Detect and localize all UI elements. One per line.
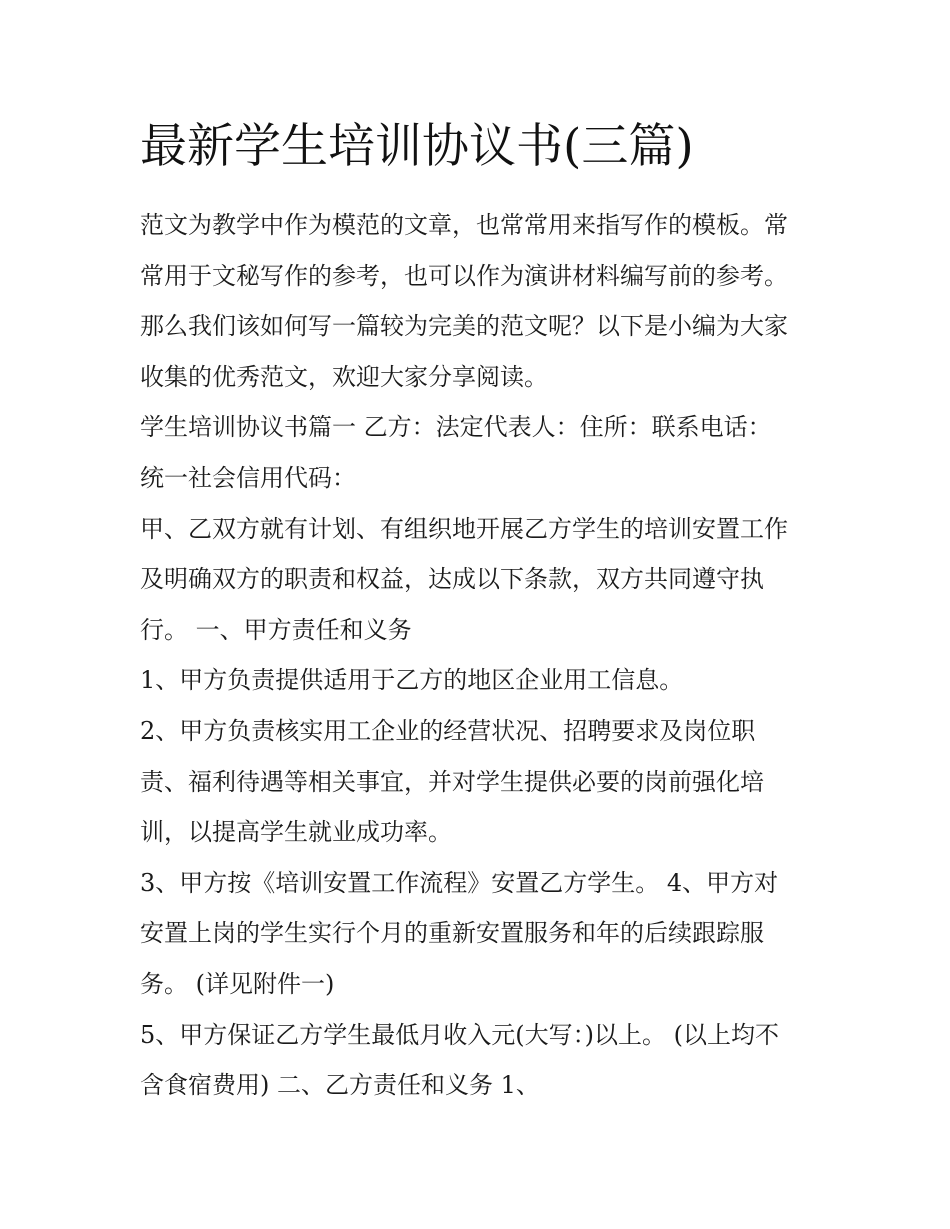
paragraph-line: 及明确双方的职责和权益，达成以下条款，双方共同遵守执	[140, 565, 764, 594]
paragraph-line: 5、甲方保证乙方学生最低月收入元(大写：)以上。 (以上均不	[140, 1020, 779, 1049]
paragraph-line: 责、福利待遇等相关事宜，并对学生提供必要的岗前强化培	[140, 767, 764, 796]
document-body	[140, 200, 820, 1111]
paragraph-line: 范文为教学中作为模范的文章，也常常用来指写作的模板。常	[140, 211, 788, 239]
document-title: 最新学生培训协议书(三篇)	[140, 119, 694, 174]
paragraph-line: 务。 (详见附件一)	[140, 969, 335, 998]
paragraph-line: 安置上岗的学生实行个月的重新安置服务和年的后续跟踪服	[140, 919, 764, 948]
paragraph-line: 那么我们该如何写一篇较为完美的范文呢？以下是小编为大家	[140, 312, 788, 341]
paragraph-line: 1、甲方负责提供适用于乙方的地区企业用工信息。	[140, 666, 684, 695]
paragraph-line: 行。 一、甲方责任和义务	[140, 615, 412, 644]
paragraph-line: 收集的优秀范文，欢迎大家分享阅读。	[140, 362, 548, 391]
paragraph-line: 训，以提高学生就业成功率。	[140, 818, 452, 847]
paragraph-line: 2、甲方负责核实用工企业的经营状况、招聘要求及岗位职	[140, 716, 756, 745]
paragraph-line: 甲、乙双方就有计划、有组织地开展乙方学生的培训安置工作	[140, 514, 788, 543]
paragraph-line: 3、甲方按《培训安置工作流程》安置乙方学生。 4、甲方对	[140, 868, 779, 897]
paragraph-line: 统一社会信用代码：	[140, 463, 356, 492]
paragraph-line: 含食宿费用) 二、乙方责任和义务 1、	[140, 1071, 540, 1100]
paragraph-line: 常用于文秘写作的参考，也可以作为演讲材料编写前的参考。	[140, 261, 788, 290]
paragraph-line: 学生培训协议书篇一 乙方：法定代表人：住所：联系电话：	[140, 413, 772, 442]
